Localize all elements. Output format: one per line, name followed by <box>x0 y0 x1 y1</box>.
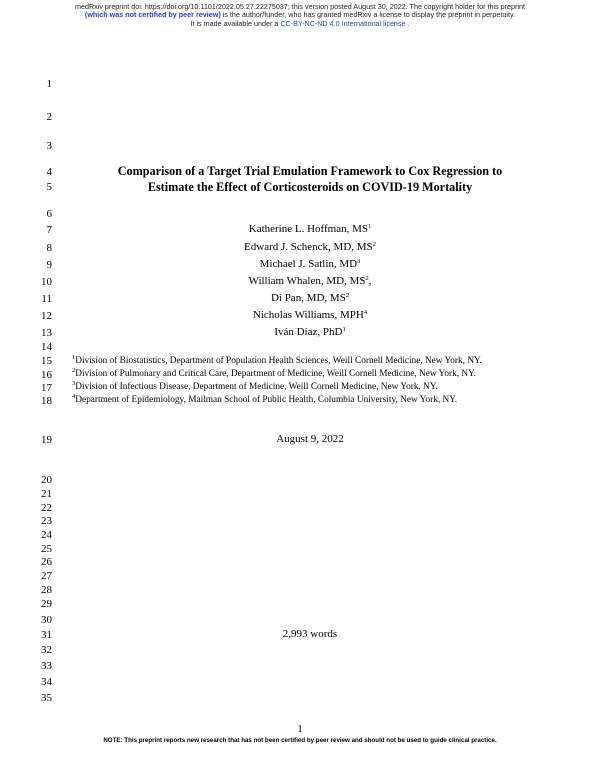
line-number: 30 <box>41 614 52 626</box>
author-suffix: , <box>368 275 372 287</box>
line-number: 11 <box>41 293 52 305</box>
line-number: 19 <box>41 434 52 446</box>
line-number: 5 <box>46 181 52 193</box>
affiliation-marker: 4 <box>72 393 76 400</box>
line-number: 8 <box>46 242 52 254</box>
author-line <box>60 292 560 304</box>
affiliation-marker: 3 <box>72 380 76 387</box>
affiliation-text: Division of Biostatistics, Department of Population Health Sciences, Weill Cornell Medicine, New York, NY. <box>75 356 482 366</box>
affiliation <box>72 369 582 379</box>
line-number: 32 <box>41 644 52 656</box>
line-number: 9 <box>46 259 52 271</box>
footer-note: NOTE: This preprint reports new research that has not been certified by peer review and should not be used to guide clinical practice. <box>103 737 497 744</box>
author-line <box>60 258 560 270</box>
author-affiliation-marker: 3 <box>357 258 361 265</box>
line-number: 10 <box>41 276 52 288</box>
word-count: 2,993 words <box>282 628 338 640</box>
line-number: 7 <box>46 224 52 236</box>
line-number: 26 <box>41 556 52 568</box>
author-name: Di Pan, MD, MS <box>270 292 346 304</box>
affiliation-marker: 1 <box>72 354 76 361</box>
affiliation <box>72 356 582 366</box>
author-affiliation-marker: 2 <box>372 241 376 248</box>
author-affiliation-marker: 1 <box>342 326 346 333</box>
line-number: 33 <box>41 660 52 672</box>
line-number: 3 <box>46 140 52 152</box>
affiliation-text: Division of Infectious Disease, Department of Medicine, Weill Cornell Medicine, New York, NY. <box>75 382 438 392</box>
title-line-2: Estimate the Effect of Corticosteroids on COVID-19 Mortality <box>147 180 473 194</box>
line-number: 12 <box>41 310 52 322</box>
author-affiliation-marker: 1 <box>368 223 372 230</box>
title-line-1: Comparison of a Target Trial Emulation Framework to Cox Regression to <box>117 164 503 178</box>
author-line <box>60 223 560 235</box>
line-number: 14 <box>41 341 52 353</box>
author-line <box>60 241 560 253</box>
line-number: 25 <box>41 543 52 555</box>
line-number: 6 <box>46 208 52 220</box>
author-name: Michael J. Satlin, MD <box>259 258 358 270</box>
banner-line-3-post: . <box>405 18 410 28</box>
line-number: 34 <box>41 676 52 688</box>
line-number: 21 <box>41 488 52 500</box>
author-line <box>60 326 560 338</box>
author-name: Iván Díaz, PhD <box>274 326 343 338</box>
line-number: 17 <box>41 382 52 394</box>
line-number: 27 <box>41 570 52 582</box>
affiliation-marker: 2 <box>72 367 76 374</box>
banner-line-3-pre: It is made available under a <box>190 18 281 28</box>
manuscript-date: August 9, 2022 <box>276 433 344 445</box>
line-number: 18 <box>41 395 52 407</box>
author-line <box>60 275 560 287</box>
line-number: 20 <box>41 474 52 486</box>
line-number: 24 <box>41 529 52 541</box>
banner-line-3 <box>0 20 600 28</box>
affiliation <box>72 395 582 405</box>
line-number: 16 <box>41 369 52 381</box>
license-link[interactable]: CC-BY-NC-ND 4.0 International license <box>280 18 406 28</box>
line-number: 28 <box>41 584 52 596</box>
banner-line-1: medRxiv preprint doi: https://doi.org/10.1101/2022.05.27.22275037; this version posted August 30, 2022. The copyright holder for this preprint <box>74 2 526 11</box>
affiliation-text: Division of Pulmonary and Critical Care, Department of Medicine, Weill Cornell Medicine, New York, NY. <box>75 369 476 379</box>
author-line <box>60 309 560 321</box>
author-name: Edward J. Schenck, MD, MS <box>244 241 373 253</box>
line-number: 1 <box>46 78 52 90</box>
line-number: 15 <box>41 355 52 367</box>
author-affiliation-marker: 2 <box>345 292 350 299</box>
line-number: 2 <box>46 111 52 123</box>
affiliation-text: Department of Epidemiology, Mailman School of Public Health, Columbia University, New York, NY. <box>75 395 458 405</box>
banner-line-2-rest: is the author/funder, who has granted medRxiv a license to display the preprint in perpetuity. <box>220 10 516 20</box>
line-number: 22 <box>41 502 52 514</box>
line-number: 4 <box>46 166 52 178</box>
line-number: 35 <box>41 692 52 704</box>
line-number: 29 <box>41 598 52 610</box>
author-affiliation-marker: 2 <box>365 275 369 282</box>
page-number: 1 <box>297 723 303 735</box>
line-number: 31 <box>41 629 52 641</box>
affiliation <box>72 382 582 392</box>
line-number: 13 <box>41 327 52 339</box>
preprint-banner <box>0 3 600 28</box>
author-affiliation-marker: 4 <box>363 309 368 316</box>
author-name: Katherine L. Hoffman, MS <box>248 223 368 235</box>
peer-review-notice: (which was not certified by peer review) <box>84 10 221 20</box>
author-name: Nicholas Williams, MPH <box>252 309 364 321</box>
author-name: William Whalen, MD, MS <box>248 275 366 287</box>
line-number: 23 <box>41 515 52 527</box>
